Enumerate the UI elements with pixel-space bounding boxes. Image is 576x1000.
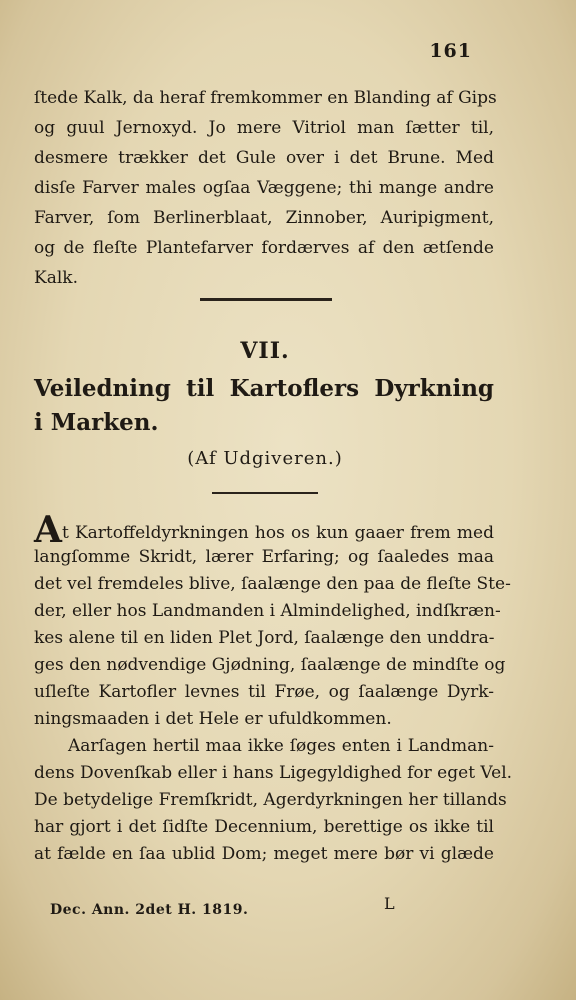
section-title: Veiledning til Kartoflers Dyrkning bbox=[34, 375, 494, 402]
drop-cap: A bbox=[34, 509, 62, 551]
text-line: Kalk. bbox=[34, 268, 78, 288]
text-span: t Kartoffeldyrkningen hos os kun gaaer frem med bbox=[61, 523, 494, 543]
text-line: ges den nødvendige Gjødning, ſaalænge de mindſte og bbox=[34, 655, 506, 675]
footer-reference: Dec. Ann. 2det H. 1819. bbox=[50, 902, 249, 918]
byline: (Af Udgiveren.) bbox=[187, 448, 343, 469]
text-line: har gjort i det ſidſte Decennium, berettige os ikke til bbox=[34, 817, 494, 837]
text-line: desmere trækker det Gule over i det Brune. Med bbox=[34, 148, 494, 168]
section-number: VII. bbox=[240, 338, 290, 364]
text-line: ſtede Kalk, da heraf fremkommer en Blanding af Gips bbox=[34, 88, 497, 108]
text-line: uſleſte Kartofler levnes til Frøe, og ſaalænge Dyrk- bbox=[34, 682, 494, 702]
text-line: dens Dovenſkab eller i hans Ligegyldighed for eget Vel. bbox=[34, 763, 513, 783]
text-line: ningsmaaden i det Hele er ufuldkommen. bbox=[34, 709, 392, 729]
text-line: og guul Jernoxyd. Jo mere Vitriol man ſætter til, bbox=[34, 118, 494, 138]
text-line: det vel fremdeles blive, ſaalænge den paa de fleſte Ste- bbox=[34, 574, 511, 594]
text-line: disſe Farver males ogſaa Væggene; thi mange andre bbox=[34, 178, 494, 198]
text-line: kes alene til en liden Plet Jord, ſaalænge den unddra- bbox=[34, 628, 495, 648]
text-line: at fælde en ſaa ublid Dom; meget mere bør vi glæde bbox=[34, 844, 494, 864]
page-number: 161 bbox=[429, 40, 472, 62]
text-line: Aarſagen hertil maa ikke ſøges enten i Landman- bbox=[68, 736, 494, 756]
text-line: og de fleſte Plantefarver fordærves af den ætſende bbox=[34, 238, 494, 258]
text-line: Farver, ſom Berlinerblaat, Zinnober, Auripigment, bbox=[34, 208, 494, 228]
section-divider bbox=[200, 298, 332, 301]
signature-mark: L bbox=[384, 894, 395, 913]
text-line: langſomme Skridt, lærer Erfaring; og ſaaledes maa bbox=[34, 547, 494, 567]
text-line: der, eller hos Landmanden i Almindelighed, indſkræn- bbox=[34, 601, 501, 621]
section-title-continued: i Marken. bbox=[34, 409, 159, 436]
heading-divider bbox=[212, 492, 318, 494]
text-line: De betydelige Fremſkridt, Agerdyrkningen her tillands bbox=[34, 790, 507, 810]
paragraph-first-line bbox=[34, 509, 494, 551]
